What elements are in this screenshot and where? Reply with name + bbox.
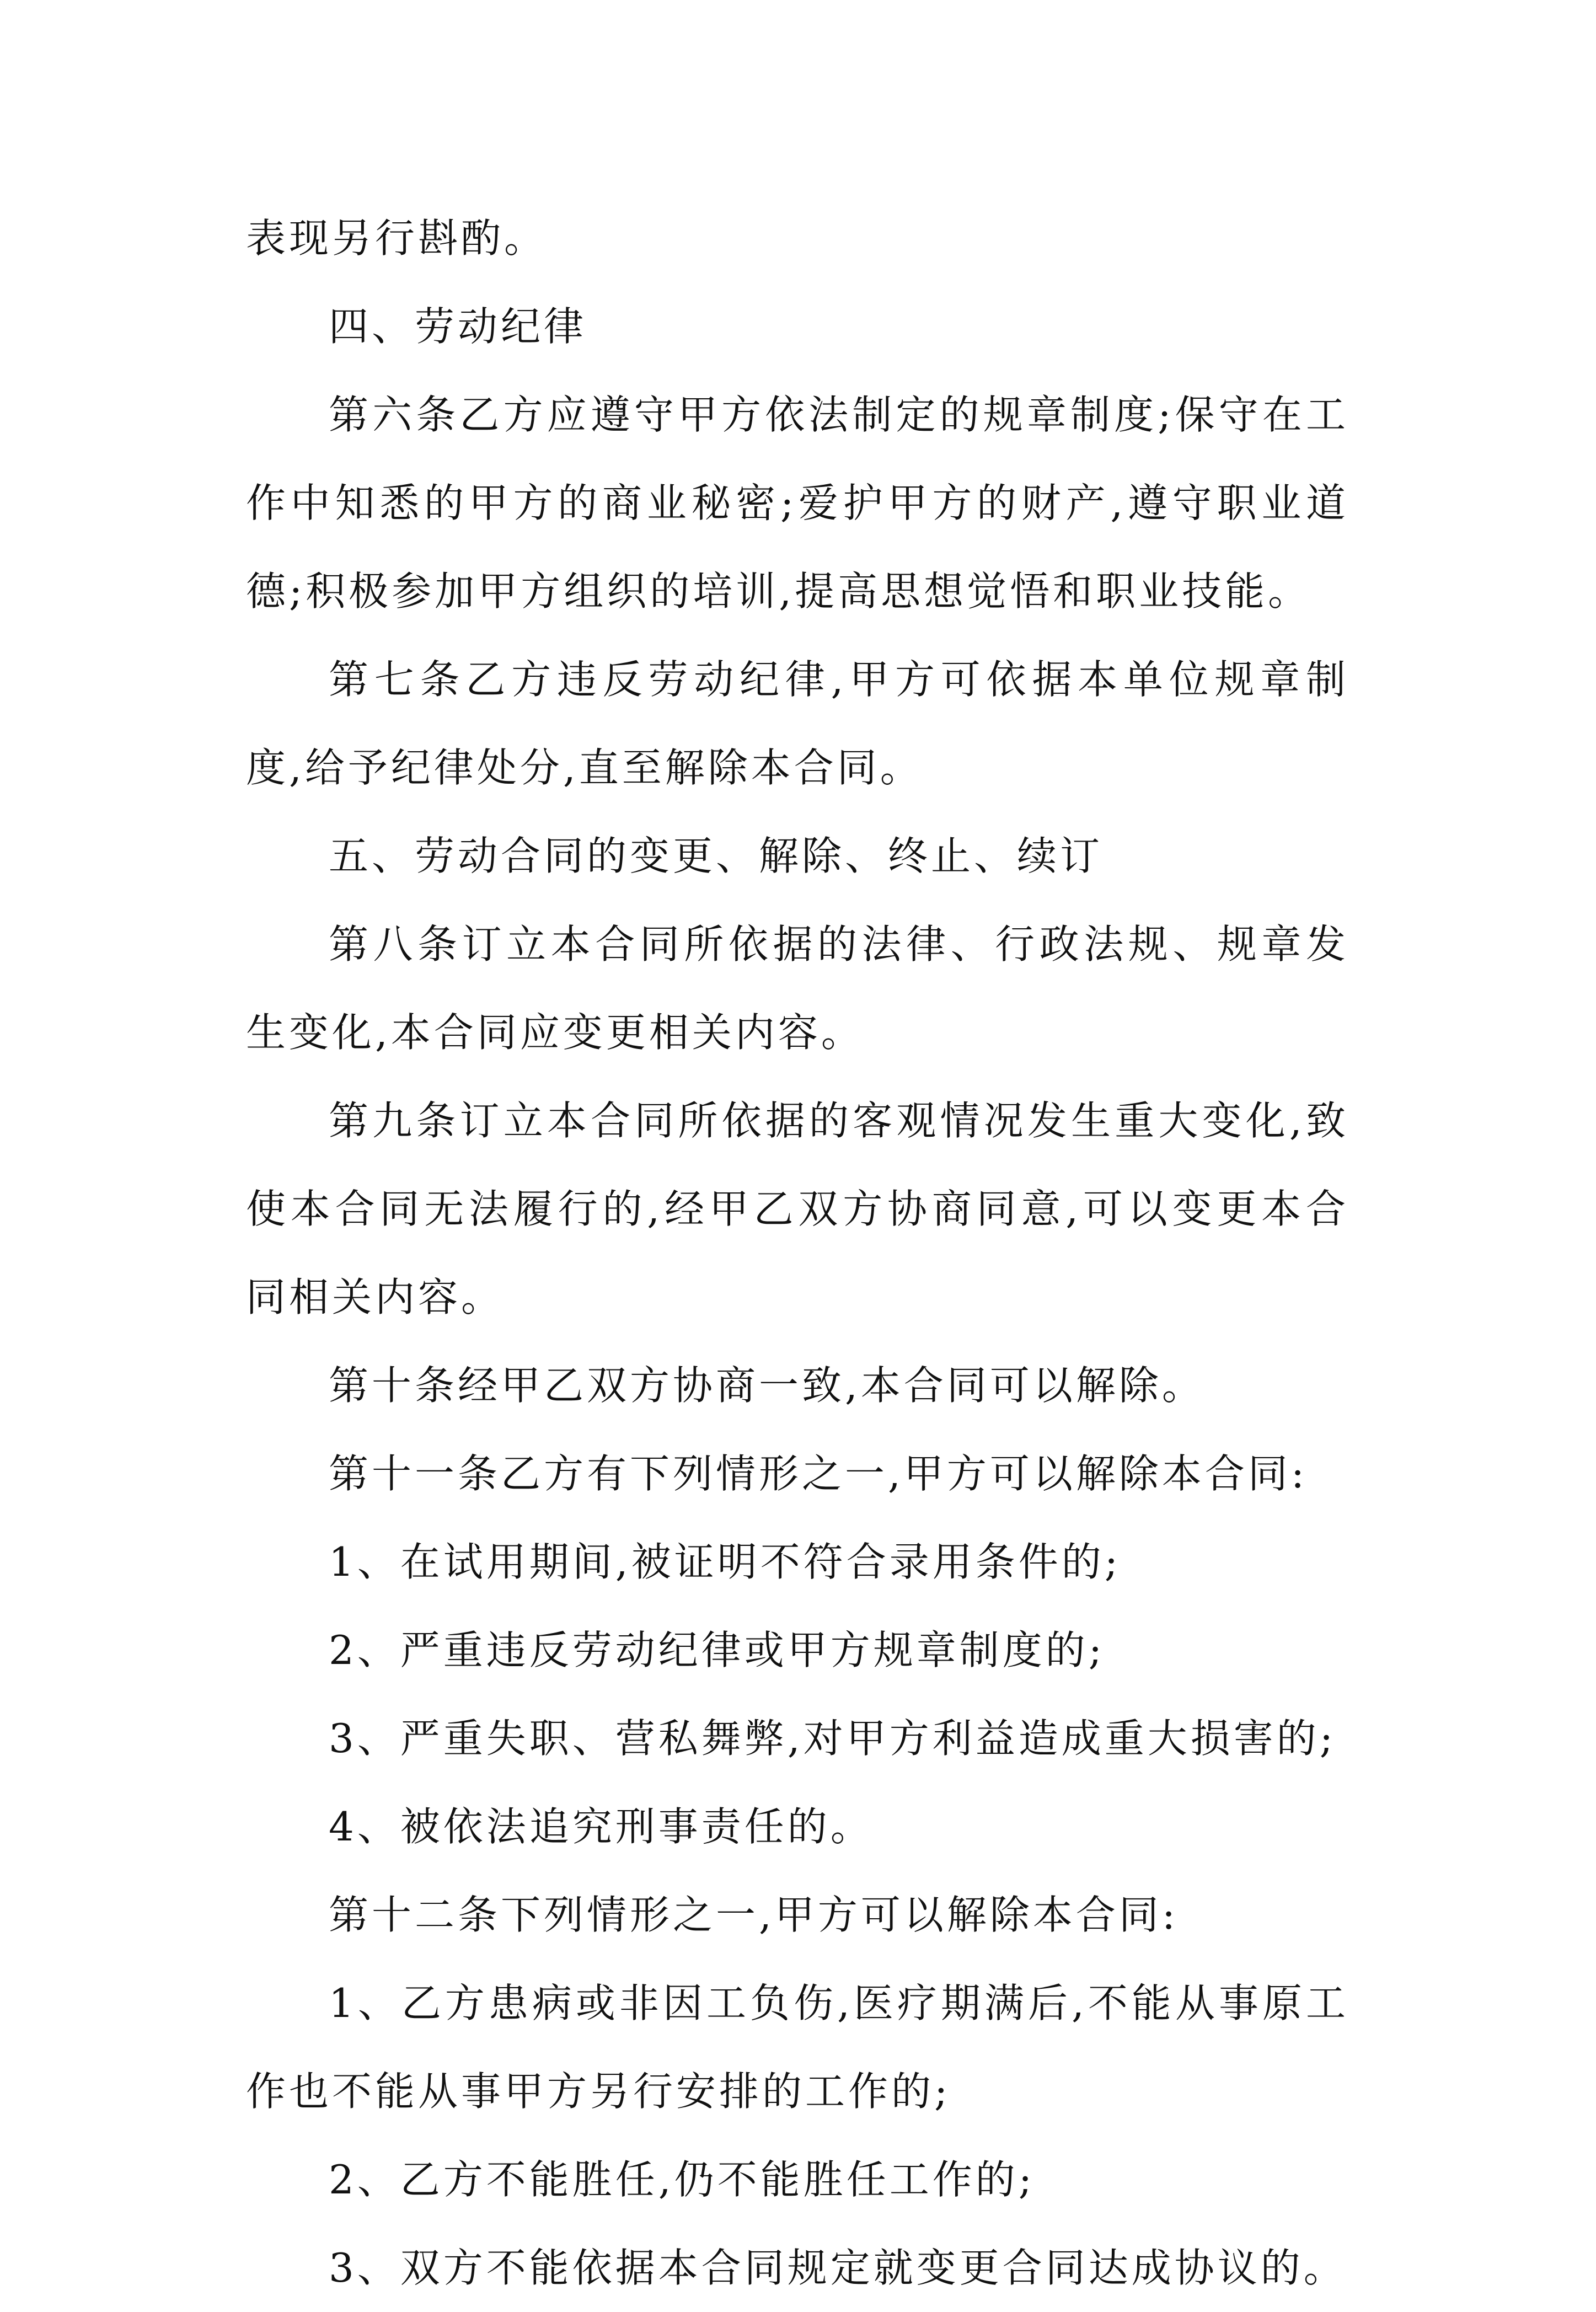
article-7: 第七条乙方违反劳动纪律,甲方可依据本单位规章制度,给予纪律处分,直至解除本合同。 <box>246 656 1349 791</box>
article-6: 第六条乙方应遵守甲方依法制定的规章制度;保守在工作中知悉的甲方的商业秘密;爱护甲方的财产,遵守职业道德;积极参加甲方组织的培训,提高思想觉悟和职业技能。 <box>246 392 1349 614</box>
article-11-item-1: 1、在试用期间,被证明不符合录用条件的; <box>329 1539 1121 1585</box>
article-11-item-4: 4、被依法追究刑事责任的。 <box>329 1803 874 1850</box>
article-9: 第九条订立本合同所依据的客观情况发生重大变化,致使本合同无法履行的,经甲乙双方协商同意,可以变更本合同相关内容。 <box>246 1098 1349 1320</box>
article-12-item-3: 3、双方不能依据本合同规定就变更合同达成协议的。 <box>329 2245 1347 2291</box>
article-10: 第十条经甲乙双方协商一致,本合同可以解除。 <box>329 1362 1205 1409</box>
section-heading-contract-changes: 五、劳动合同的变更、解除、终止、续订 <box>329 833 1104 879</box>
article-11: 第十一条乙方有下列情形之一,甲方可以解除本合同: <box>329 1451 1308 1497</box>
article-12: 第十二条下列情形之一,甲方可以解除本合同: <box>329 1892 1179 1938</box>
document-body <box>246 194 1349 2312</box>
paragraph-continuation: 表现另行斟酌。 <box>246 215 548 261</box>
article-8: 第八条订立本合同所依据的法律、行政法规、规章发生变化,本合同应变更相关内容。 <box>246 921 1349 1056</box>
article-11-item-2: 2、严重违反劳动纪律或甲方规章制度的; <box>329 1627 1106 1673</box>
article-12-item-2: 2、乙方不能胜任,仍不能胜任工作的; <box>329 2156 1035 2203</box>
article-12-item-1: 1、乙方患病或非因工负伤,医疗期满后,不能从事原工作也不能从事甲方另行安排的工作的; <box>246 1980 1349 2115</box>
section-heading-labor-discipline: 四、劳动纪律 <box>329 303 587 350</box>
article-11-item-3: 3、严重失职、营私舞弊,对甲方利益造成重大损害的; <box>329 1715 1336 1762</box>
